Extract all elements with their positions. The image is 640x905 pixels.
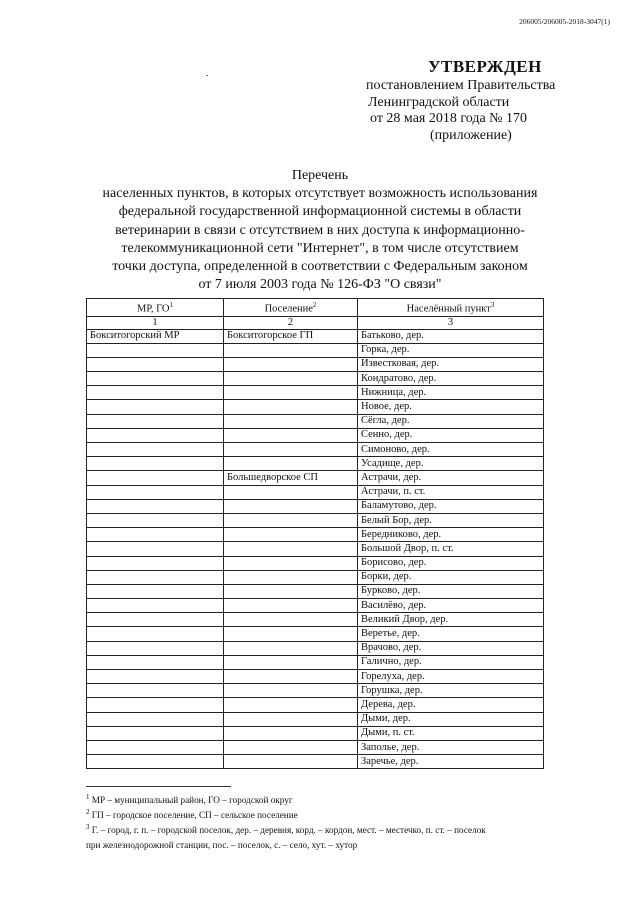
locality-cell: Веретье, дер. <box>358 627 544 641</box>
locality-cell: Батьково, дер. <box>358 329 544 343</box>
locality-cell: Нижница, дер. <box>358 386 544 400</box>
column-number-row <box>87 316 544 329</box>
locality-cell: Кондратово, дер. <box>358 372 544 386</box>
table-row <box>87 343 544 357</box>
footnotes <box>86 791 586 851</box>
municipality-cell <box>87 414 224 428</box>
table-row <box>87 726 544 740</box>
footnote-marker: 1 <box>86 793 90 801</box>
table-row <box>87 556 544 570</box>
locality-cell: Борки, дер. <box>358 570 544 584</box>
scan-dot <box>206 75 208 76</box>
footnote-marker: 3 <box>86 823 90 832</box>
table-row <box>87 712 544 726</box>
settlement-cell <box>224 414 358 428</box>
table-row <box>87 584 544 598</box>
table-row <box>87 372 544 386</box>
header-cell: МР, $ГО^1$ <box>87 299 224 317</box>
settlement-cell: Большедворское СП <box>224 471 358 485</box>
settlement-cell: Бокситогорское ГП <box>224 329 358 343</box>
locality-cell: Сёгла, дер. <box>358 414 544 428</box>
footnote-text: ГП – городское поселение, СП – сельское поселение <box>91 810 298 821</box>
table-row <box>87 655 544 669</box>
table-row <box>87 386 544 400</box>
municipality-cell <box>87 357 224 371</box>
approval-line-4: (приложение) <box>430 127 512 143</box>
locality-cell: Горка, дер. <box>358 343 544 357</box>
locality-cell: Горелуха, дер. <box>358 670 544 684</box>
table-header-row <box>87 299 544 317</box>
table-row <box>87 755 544 769</box>
locality-cell: Бурково, дер. <box>358 584 544 598</box>
table-row <box>87 471 544 485</box>
list-title-line-3: федеральной государственной информационной системы в области <box>118 204 522 220</box>
municipality-cell <box>87 726 224 740</box>
municipality-cell <box>87 627 224 641</box>
locality-cell: Известковая, дер. <box>358 357 544 371</box>
list-title <box>0 167 640 294</box>
approval-line-3: от 28 мая 2018 года № 170 <box>370 111 528 126</box>
locality-cell: Врачово, дер. <box>358 641 544 655</box>
list-title-line-5: телекоммуникационной сети "Интернет", в том числе отсутствием <box>121 240 519 256</box>
settlement-cell <box>224 613 358 627</box>
settlement-cell <box>224 599 358 613</box>
table-row <box>87 740 544 754</box>
municipality-cell <box>87 641 224 655</box>
settlement-cell <box>224 641 358 655</box>
municipality-cell: Бокситогорский МР <box>87 329 224 343</box>
municipality-cell <box>87 613 224 627</box>
column-number: 3 <box>358 316 544 329</box>
settlement-cell <box>224 513 358 527</box>
settlement-cell <box>224 570 358 584</box>
table-row <box>87 414 544 428</box>
settlement-cell <box>224 400 358 414</box>
settlement-cell <box>224 684 358 698</box>
table-row <box>87 528 544 542</box>
table-row <box>87 613 544 627</box>
settlement-cell <box>224 372 358 386</box>
municipality-cell <box>87 556 224 570</box>
settlement-cell <box>224 357 358 371</box>
locality-cell: Бередниково, дер. <box>358 528 544 542</box>
table-row <box>87 570 544 584</box>
settlement-cell <box>224 485 358 499</box>
footnote <box>86 821 586 836</box>
settlement-cell <box>224 443 358 457</box>
document-id: 206005/206005-2018-3047(1) <box>519 17 610 26</box>
municipality-cell <box>87 428 224 442</box>
locality-cell: Сенно, дер. <box>358 428 544 442</box>
table-row <box>87 542 544 556</box>
settlement-cell <box>224 627 358 641</box>
municipality-cell <box>87 584 224 598</box>
municipality-cell <box>87 712 224 726</box>
settlement-cell <box>224 528 358 542</box>
table-row <box>87 599 544 613</box>
approval-title: УТВЕРЖДЕН <box>428 57 542 76</box>
municipality-cell <box>87 542 224 556</box>
municipality-cell <box>87 372 224 386</box>
locality-cell: Заполье, дер. <box>358 740 544 754</box>
settlements-table <box>86 298 544 769</box>
table-row <box>87 428 544 442</box>
settlement-cell <box>224 712 358 726</box>
locality-cell: Астрачи, дер. <box>358 471 544 485</box>
table-row <box>87 357 544 371</box>
table-row <box>87 485 544 499</box>
settlement-cell <box>224 457 358 471</box>
footnote-text: Г. – город, г. п. – городской поселок, дер. – деревня, корд. – кордон, мест. – местечко, п. ст. – поселок <box>91 825 486 836</box>
municipality-cell <box>87 528 224 542</box>
table-row <box>87 627 544 641</box>
approval-line-1: постановлением Правительства <box>366 78 556 93</box>
municipality-cell <box>87 698 224 712</box>
table-row <box>87 329 544 343</box>
locality-cell: Дыми, дер. <box>358 712 544 726</box>
locality-cell: Великий Двор, дер. <box>358 613 544 627</box>
settlement-cell <box>224 670 358 684</box>
list-title-line-7: от 7 июля 2003 года № 126-ФЗ "О связи" <box>198 277 442 293</box>
table-row <box>87 443 544 457</box>
locality-cell: Галично, дер. <box>358 655 544 669</box>
settlement-cell <box>224 584 358 598</box>
municipality-cell <box>87 499 224 513</box>
table-row <box>87 641 544 655</box>
list-title-line-6: точки доступа, определенной в соответствии с Федеральным законом <box>112 259 528 275</box>
header-cell: Населённый пункт$^3$ <box>358 299 544 317</box>
municipality-cell <box>87 386 224 400</box>
column-number: 1 <box>87 316 224 329</box>
locality-cell: Новое, дер. <box>358 400 544 414</box>
municipality-cell <box>87 343 224 357</box>
settlement-cell <box>224 655 358 669</box>
settlement-cell <box>224 698 358 712</box>
column-number: 2 <box>224 316 358 329</box>
list-title-line-2: населенных пунктов, в которых отсутствует возможность использования <box>102 186 538 202</box>
header-cell: Поселение$^2$ <box>224 299 358 317</box>
settlement-cell <box>224 386 358 400</box>
locality-cell: Белый Бор, дер. <box>358 513 544 527</box>
settlement-cell <box>224 556 358 570</box>
municipality-cell <box>87 655 224 669</box>
locality-cell: Дерева, дер. <box>358 698 544 712</box>
table-row <box>87 698 544 712</box>
locality-cell: Большой Двор, п. ст. <box>358 542 544 556</box>
footnote-text: МР – муниципальный район, ГО – городской округ <box>91 795 293 806</box>
municipality-cell <box>87 670 224 684</box>
footnote <box>86 791 586 806</box>
settlement-cell <box>224 343 358 357</box>
table-row <box>87 457 544 471</box>
municipality-cell <box>87 599 224 613</box>
municipality-cell <box>87 400 224 414</box>
footnote-text: при железнодорожной станции, пос. – поселок, с. – село, хут. – хутор <box>86 840 358 851</box>
settlement-cell <box>224 428 358 442</box>
municipality-cell <box>87 485 224 499</box>
footnote <box>86 836 586 851</box>
locality-cell: Василёво, дер. <box>358 599 544 613</box>
municipality-cell <box>87 740 224 754</box>
footnote-separator <box>86 786 231 787</box>
municipality-cell <box>87 513 224 527</box>
municipality-cell <box>87 755 224 769</box>
table-row <box>87 400 544 414</box>
footnote-marker: 2 <box>86 808 90 817</box>
locality-cell: Горушка, дер. <box>358 684 544 698</box>
footnote <box>86 806 586 821</box>
list-title-line-4: ветеринарии в связи с отсутствием в них доступа к информационно- <box>115 222 525 238</box>
settlement-cell <box>224 726 358 740</box>
locality-cell: Баламутово, дер. <box>358 499 544 513</box>
table-row <box>87 499 544 513</box>
list-title-line-1: Перечень <box>291 168 349 183</box>
table-row <box>87 513 544 527</box>
municipality-cell <box>87 570 224 584</box>
locality-cell: Астрачи, п. ст. <box>358 485 544 499</box>
settlement-cell <box>224 755 358 769</box>
approval-line-2: Ленинградской области <box>368 94 510 110</box>
locality-cell: Заречье, дер. <box>358 755 544 769</box>
locality-cell: Дыми, п. ст. <box>358 726 544 740</box>
settlement-cell <box>224 740 358 754</box>
settlement-cell <box>224 499 358 513</box>
municipality-cell <box>87 471 224 485</box>
table-row <box>87 684 544 698</box>
locality-cell: Усадище, дер. <box>358 457 544 471</box>
municipality-cell <box>87 457 224 471</box>
locality-cell: Борисово, дер. <box>358 556 544 570</box>
table-row <box>87 670 544 684</box>
municipality-cell <box>87 684 224 698</box>
settlement-cell <box>224 542 358 556</box>
locality-cell: Симоново, дер. <box>358 443 544 457</box>
municipality-cell <box>87 443 224 457</box>
